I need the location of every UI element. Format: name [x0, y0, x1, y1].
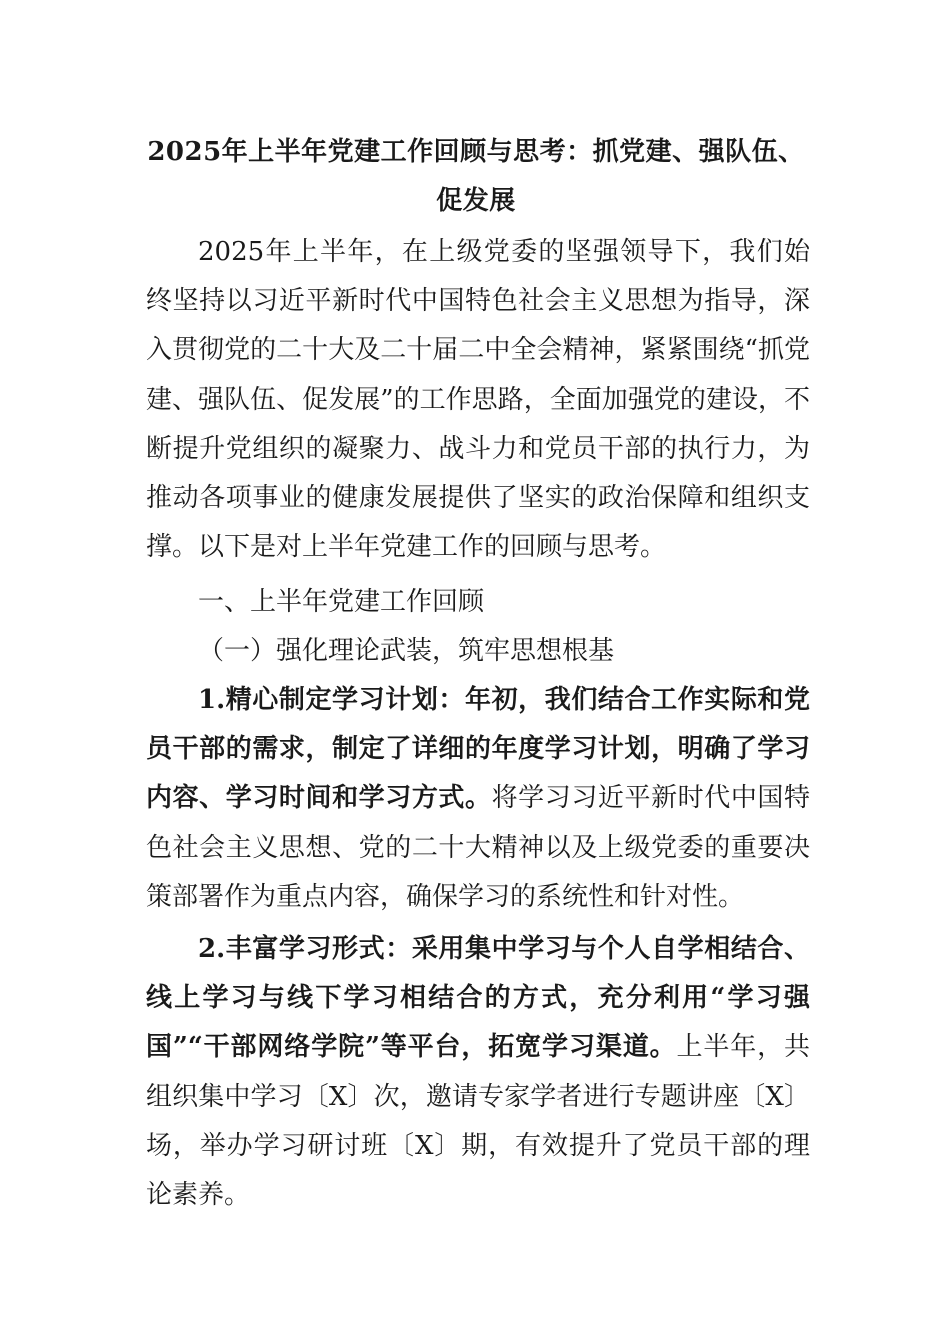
study-format-item-lead: 2.丰富学习形式：采用集中学习与个人自学相结合、线上学习与线下学习相结合的方式，充分利用“学习强国”“干部网络学院”等平台，拓宽学习渠道。: [146, 934, 810, 1063]
section-heading: 一、上半年党建工作回顾: [198, 587, 485, 617]
study-plan-item-text: 将学习习近平新时代中国特色社会主义思想、党的二十大精神以及上级党委的重要决策部署作为重点内容，确保学习的系统性和针对性。: [146, 783, 810, 912]
document-title: 2025年上半年党建工作回顾与思考：抓党建、强队伍、促发展: [147, 137, 805, 216]
study-plan-item: [146, 676, 810, 922]
study-format-item: [146, 925, 810, 1220]
study-format-item-text: 上半年，共组织集中学习〔X〕次，邀请专家学者进行专题讲座〔X〕场，举办学习研讨班〔X〕期，有效提升了党员干部的理论素养。: [146, 1032, 810, 1211]
subsection-heading: （一）强化理论武装，筑牢思想根基: [198, 636, 615, 666]
study-plan-item-lead: 1.精心制定学习计划：年初，我们结合工作实际和党员干部的需求，制定了详细的年度学习计划，明确了学习内容、学习时间和学习方式。: [146, 685, 810, 814]
intro-paragraph: 2025年上半年，在上级党委的坚强领导下，我们始终坚持以习近平新时代中国特色社会主义思想为指导，深入贯彻党的二十大及二十届二中全会精神，紧紧围绕“抓党建、强队伍、促发展”的工作思路，全面加强党的建设，不断提升党组织的凝聚力、战斗力和党员干部的执行力，为推动各项事业的健康发展提供了坚实的政治保障和组织支撑。以下是对上半年党建工作的回顾与思考。: [146, 237, 810, 563]
